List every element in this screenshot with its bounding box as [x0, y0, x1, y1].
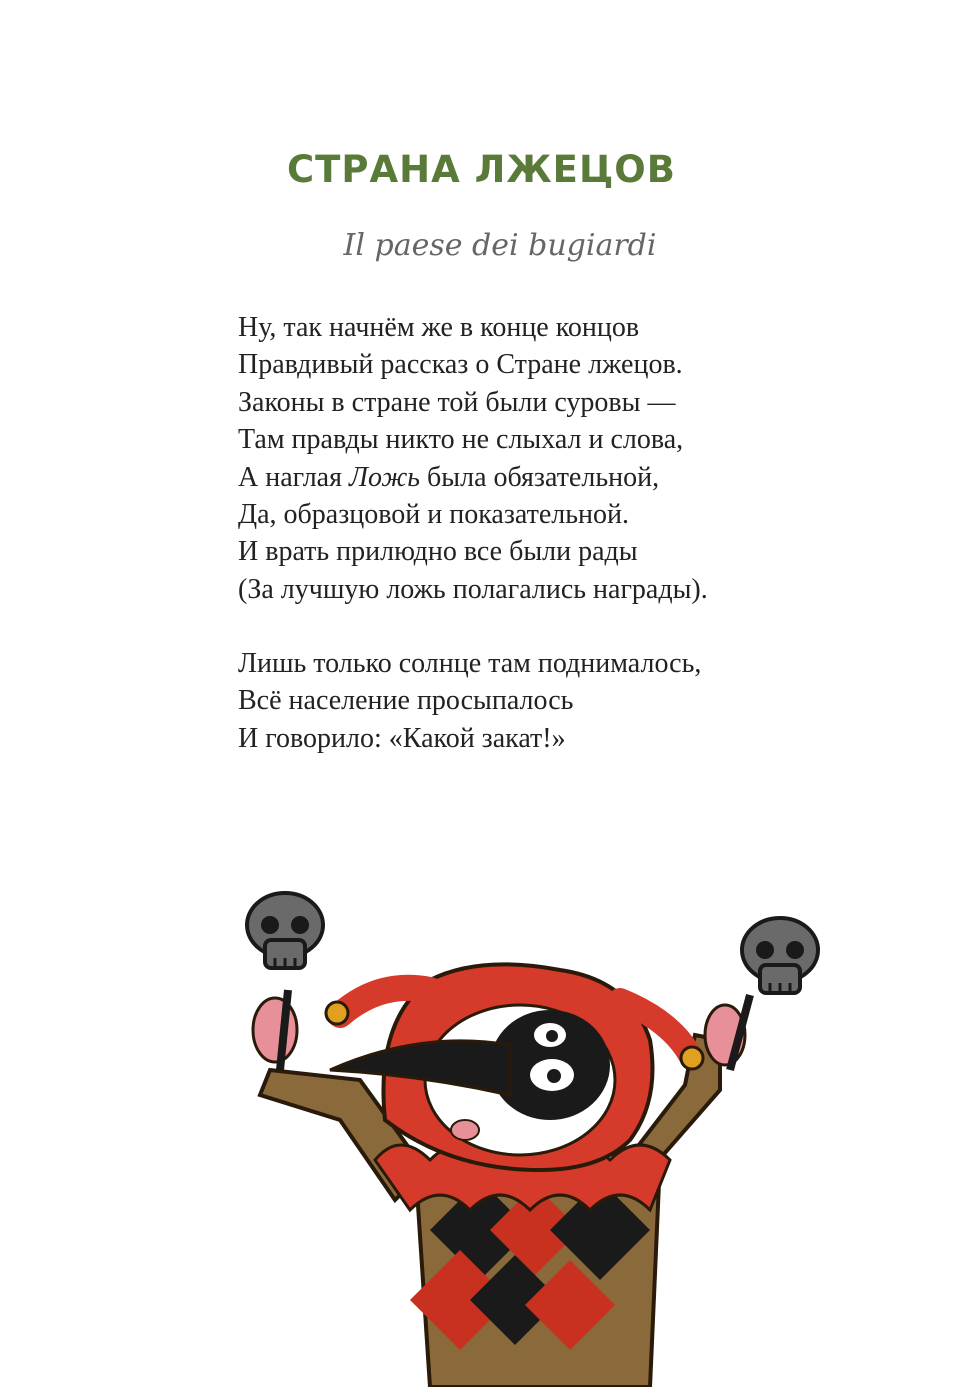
mask-pupil	[546, 1030, 558, 1042]
verse-line: Да, образцовой и показательной.	[238, 499, 629, 531]
poem-title: СТРАНА ЛЖЕЦОВ	[287, 148, 676, 191]
verse-emphasis: Ложь	[348, 461, 421, 493]
bell-icon	[326, 1002, 348, 1024]
verse-line: Ну, так начнём же в конце концов	[238, 312, 640, 343]
right-skull-icon	[742, 918, 818, 993]
left-hand	[253, 998, 297, 1062]
verse-line: Всё население просыпалось	[238, 685, 574, 717]
verse-line: Правдивый рассказ о Стране лжецов.	[238, 349, 683, 381]
verse-line: Лишь только солнце там поднималось,	[238, 648, 702, 679]
verse-text: А наглая	[238, 461, 349, 493]
poem-subtitle: Il paese dei bugiardi	[343, 228, 657, 263]
verse-line: Там правды никто не слыхал и слова,	[238, 424, 684, 456]
stanza-1	[238, 309, 878, 608]
jester-illustration	[180, 830, 900, 1387]
verse-line: И врать прилюдно все были рады	[238, 536, 638, 568]
bell-icon	[681, 1047, 703, 1069]
stanza-2	[238, 645, 878, 757]
verse-text: была обязательной,	[420, 461, 660, 493]
verse-line: Законы в стране той были суровы —	[238, 386, 676, 418]
tongue	[451, 1120, 479, 1140]
verse-line	[238, 459, 878, 496]
mask-pupil	[547, 1069, 561, 1083]
verse-line: (За лучшую ложь полагались награды).	[238, 573, 708, 605]
left-skull-icon	[247, 893, 323, 968]
verse-line: И говорило: «Какой закат!»	[238, 722, 566, 754]
